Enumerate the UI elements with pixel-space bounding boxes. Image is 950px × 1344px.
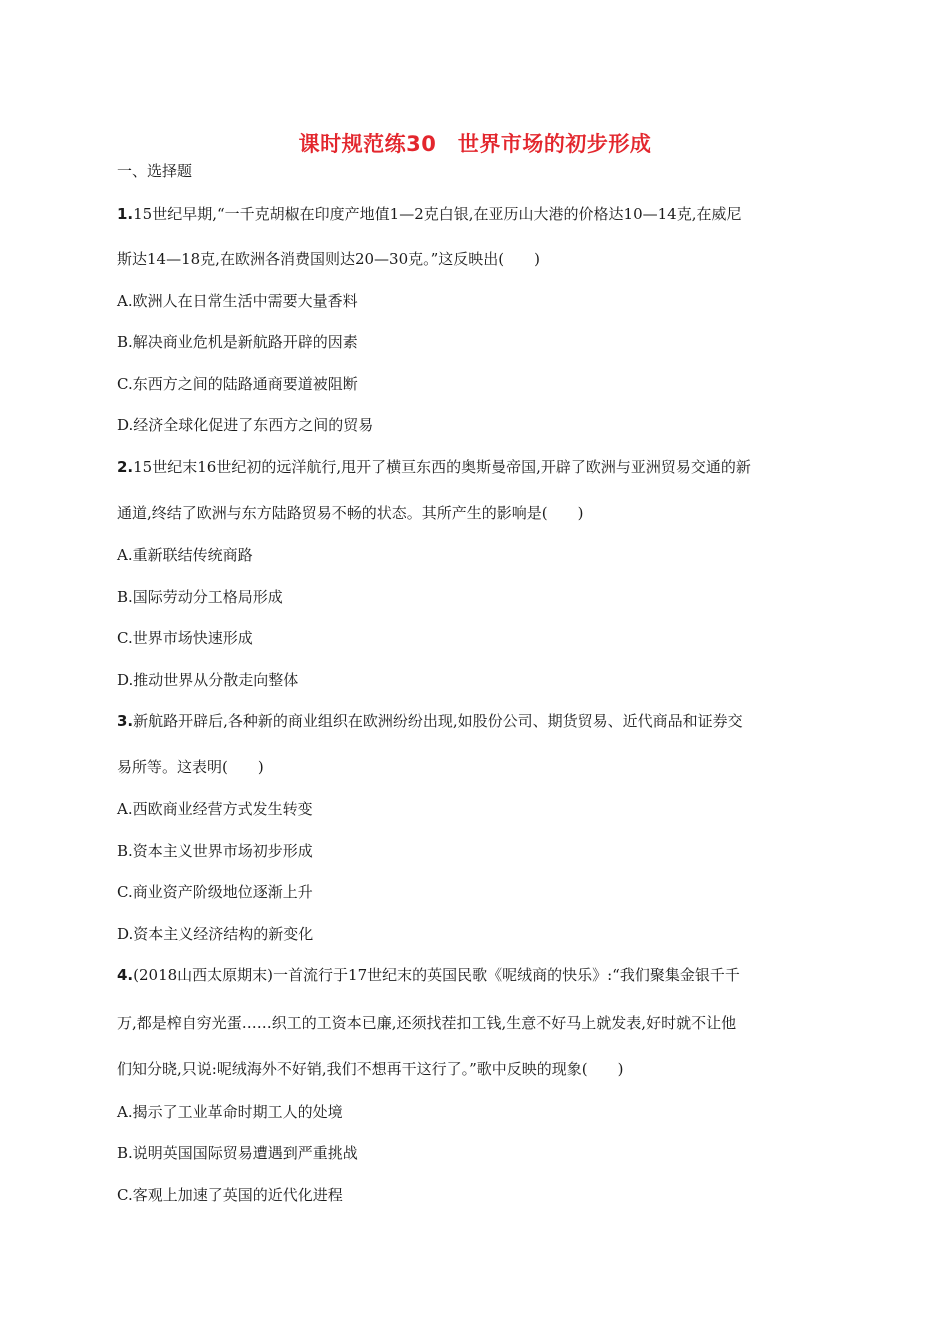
question-1-option-b: B.解决商业危机是新航路开辟的因素	[117, 333, 358, 351]
question-3-line-1: 3.新航路开辟后,各种新的商业组织在欧洲纷纷出现,如股份公司、期货贸易、近代商品和证券交	[117, 712, 743, 730]
question-4-option-c: C.客观上加速了英国的近代化进程	[117, 1186, 343, 1204]
section-heading: 一、选择题	[117, 162, 193, 180]
question-1-option-c: C.东西方之间的陆路通商要道被阻断	[117, 375, 358, 393]
question-4-option-b: B.说明英国国际贸易遭遇到严重挑战	[117, 1144, 358, 1162]
question-4-line-2: 万,都是榨自穷光蛋……织工的工资本已廉,还须找茬扣工钱,生意不好马上就发表,好时就不让他	[117, 1014, 737, 1032]
question-1-line-1: 1.15世纪早期,“一千克胡椒在印度产地值1—2克白银,在亚历山大港的价格达10—14克,在威尼	[117, 205, 742, 223]
question-1-option-a: A.欧洲人在日常生活中需要大量香料	[117, 292, 358, 310]
question-2-option-c: C.世界市场快速形成	[117, 629, 253, 647]
question-3-option-a: A.西欧商业经营方式发生转变	[117, 800, 313, 818]
question-number: 2.	[117, 458, 134, 476]
question-3-option-c: C.商业资产阶级地位逐渐上升	[117, 883, 313, 901]
question-1-line-2: 斯达14—18克,在欧洲各消费国则达20—30克。”这反映出( )	[117, 250, 540, 268]
question-2-line-2: 通道,终结了欧洲与东方陆路贸易不畅的状态。其所产生的影响是( )	[117, 504, 584, 522]
question-3-line-2: 易所等。这表明( )	[117, 758, 264, 776]
question-4-line-1: 4.(2018山西太原期末)一首流行于17世纪末的英国民歌《呢绒商的快乐》:“我们聚集金银千千	[117, 966, 740, 984]
page-title: 课时规范练30 世界市场的初步形成	[298, 132, 652, 156]
question-4-option-a: A.揭示了工业革命时期工人的处境	[117, 1103, 343, 1121]
question-3-option-d: D.资本主义经济结构的新变化	[117, 925, 314, 943]
question-number: 3.	[117, 712, 134, 730]
question-2-line-1: 2.15世纪末16世纪初的远洋航行,甩开了横亘东西的奥斯曼帝国,开辟了欧洲与亚洲贸易交通的新	[117, 458, 751, 476]
question-2-option-a: A.重新联结传统商路	[117, 546, 253, 564]
question-4-line-3: 们知分晓,只说:呢绒海外不好销,我们不想再干这行了。”歌中反映的现象( )	[117, 1060, 624, 1078]
question-2-option-d: D.推动世界从分散走向整体	[117, 671, 299, 689]
question-number: 1.	[117, 205, 134, 223]
question-2-option-b: B.国际劳动分工格局形成	[117, 588, 283, 606]
question-number: 4.	[117, 966, 134, 984]
question-1-option-d: D.经济全球化促进了东西方之间的贸易	[117, 416, 374, 434]
question-3-option-b: B.资本主义世界市场初步形成	[117, 842, 313, 860]
